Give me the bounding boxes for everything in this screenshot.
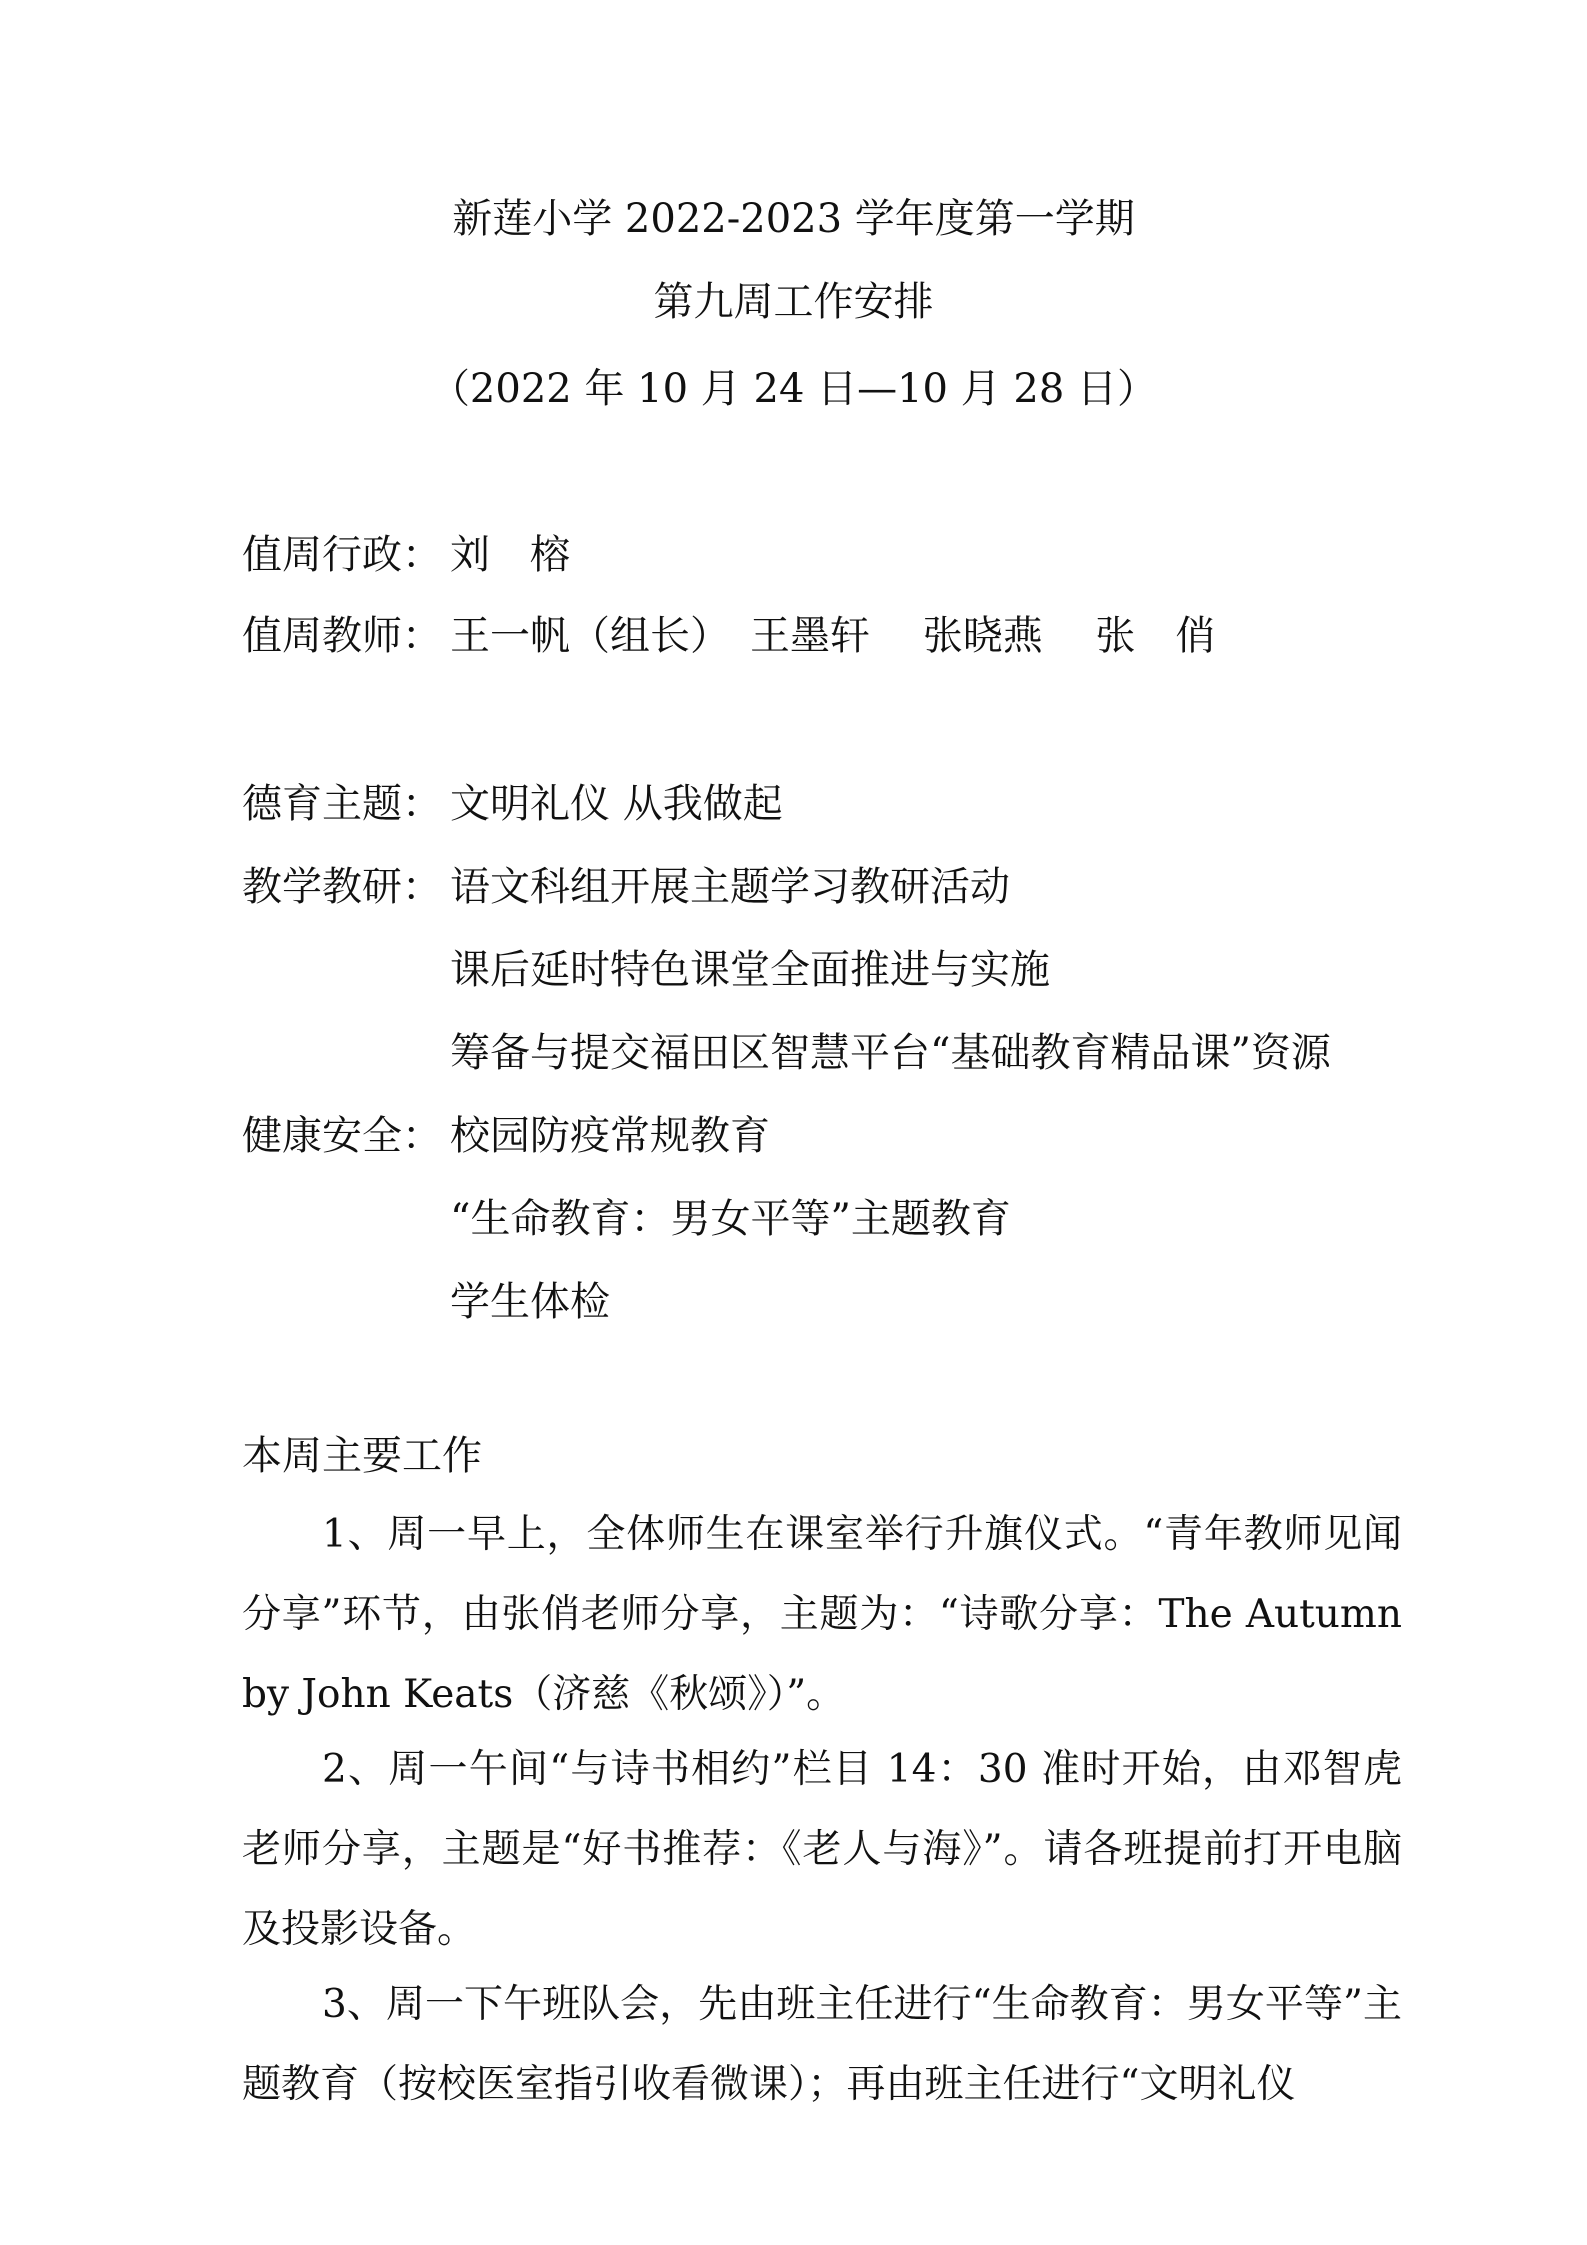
work-paragraph: 1、周一早上，全体师生在课室举行升旗仪式。“青年教师见闻分享”环节，由张俏老师分享，主题为：“诗歌分享：The Autumn by John Keats（济慈《秋颂》）”。 bbox=[242, 1512, 1402, 1717]
teaching-item: 课后延时特色课堂全面推进与实施 bbox=[450, 947, 1050, 993]
work-paragraph: 3、周一下午班队会，先由班主任进行“生命教育：男女平等”主题教育（按校医室指引收看微课）；再由班主任进行“文明礼仪 bbox=[242, 1982, 1402, 2107]
duty-teacher-label: 值周教师： bbox=[242, 613, 442, 659]
health-item: 学生体检 bbox=[450, 1279, 610, 1325]
work-paragraph: 2、周一午间“与诗书相约”栏目 14：30 准时开始，由邓智虎老师分享，主题是“好书推荐：《老人与海》”。请各班提前打开电脑及投影设备。 bbox=[242, 1747, 1402, 1952]
duty-teacher-row bbox=[242, 608, 1215, 664]
teaching-label: 教学教研： bbox=[242, 864, 442, 910]
moral-theme-label: 德育主题： bbox=[242, 781, 442, 827]
teaching-item: 筹备与提交福田区智慧平台“基础教育精品课”资源 bbox=[450, 1030, 1331, 1076]
health-row bbox=[242, 1108, 770, 1164]
doc-title-line-1: 新莲小学 2022-2023 学年度第一学期 bbox=[452, 196, 1135, 242]
doc-title-line-2: 第九周工作安排 bbox=[653, 279, 934, 325]
teaching-row bbox=[242, 859, 1010, 915]
doc-date-range: （2022 年 10 月 24 日—10 月 28 日） bbox=[429, 366, 1158, 412]
teaching-item: 语文科组开展主题学习教研活动 bbox=[450, 864, 1010, 910]
moral-theme-row bbox=[242, 776, 783, 832]
duty-admin-value: 刘 榕 bbox=[450, 532, 570, 578]
duty-admin-label: 值周行政： bbox=[242, 532, 442, 578]
moral-theme-value: 文明礼仪 从我做起 bbox=[450, 781, 783, 827]
health-item: “生命教育：男女平等”主题教育 bbox=[450, 1196, 1011, 1242]
health-item: 校园防疫常规教育 bbox=[450, 1113, 770, 1159]
main-work-heading: 本周主要工作 bbox=[242, 1433, 482, 1479]
health-label: 健康安全： bbox=[242, 1113, 442, 1159]
duty-teacher-value: 王一帆（组长） 王墨轩 张晓燕 张 俏 bbox=[450, 613, 1216, 659]
duty-admin-row bbox=[242, 527, 570, 583]
